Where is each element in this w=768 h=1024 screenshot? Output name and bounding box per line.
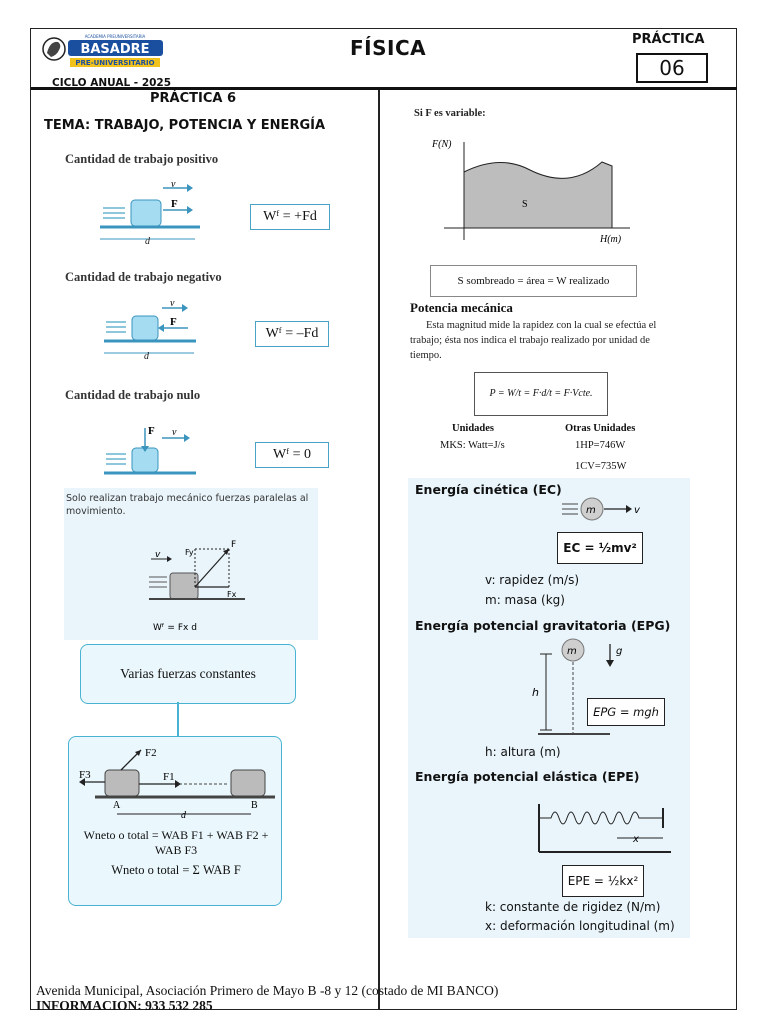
- other-units-heading: Otras Unidades: [565, 423, 636, 434]
- net-work-diagram: [75, 742, 275, 822]
- graph-xlabel: H(m): [600, 234, 622, 245]
- other-units-2: 1CV=735W: [575, 461, 627, 472]
- kinetic-m-def: m: masa (kg): [485, 593, 565, 607]
- net-formula-2: Wneto o total = Σ WAB F: [111, 863, 241, 877]
- net-F2-label: F2: [145, 747, 157, 759]
- negative-work-diagram: [100, 298, 200, 366]
- parallel-Fy-label: Fy: [185, 548, 194, 557]
- elastic-formula: EPE = ½kx²: [562, 865, 644, 897]
- elastic-x-label: x: [633, 834, 639, 845]
- parallel-force-note: Solo realizan trabajo mecánico fuerzas paralelas al movimiento.: [66, 493, 309, 517]
- null-work-diagram: [100, 420, 200, 484]
- neg-d-label: d: [144, 351, 149, 362]
- kinetic-v-label: v: [634, 505, 640, 516]
- power-text: Esta magnitud mide la rapidez con la cual se efectúa el trabajo; ésta nos indica el trabajo realizado por unidad de tiempo.: [410, 320, 657, 361]
- gravity-heading: Energía potencial gravitatoria (EPG): [415, 618, 671, 633]
- logo-name: BASADRE: [80, 42, 150, 57]
- parallel-F-label: F: [231, 540, 237, 550]
- net-A-label: A: [113, 800, 121, 811]
- net-F1-label: F1: [163, 771, 175, 783]
- variable-force-graph: [430, 132, 640, 247]
- negative-work-formula: Wᶠ = –Fd: [255, 321, 329, 347]
- elastic-k-def: k: constante de rigidez (N/m): [485, 900, 661, 914]
- left-title: PRÁCTICA 6: [150, 91, 237, 106]
- null-work-heading: Cantidad de trabajo nulo: [65, 388, 201, 402]
- gravity-g-label: g: [616, 646, 623, 657]
- gravity-h-def: h: altura (m): [485, 745, 561, 759]
- practice-number: 06: [636, 53, 708, 83]
- graph-ylabel: F(N): [432, 139, 452, 150]
- net-B-label: B: [251, 800, 258, 811]
- practice-label: PRÁCTICA: [632, 32, 705, 47]
- null-F-label: F: [148, 425, 155, 437]
- subject-title: FÍSICA: [350, 36, 427, 60]
- parallel-force-diagram: [145, 535, 265, 640]
- elastic-diagram: [535, 796, 675, 856]
- column-divider: [378, 90, 380, 1010]
- connector-line: [177, 702, 179, 736]
- gravity-h-label: h: [532, 686, 539, 699]
- neg-F-label: F: [170, 316, 177, 328]
- kinetic-heading: Energía cinética (EC): [415, 482, 562, 497]
- elastic-heading: Energía potencial elástica (EPE): [415, 769, 640, 784]
- gravity-formula: EPG = mgh: [587, 698, 665, 726]
- units-value: MKS: Watt=J/s: [440, 440, 505, 451]
- logo-academy: ACADEMIA PREUNIVERSITARIA: [84, 34, 146, 39]
- net-F3-label: F3: [79, 769, 91, 781]
- net-d-label: d: [181, 810, 186, 821]
- positive-work-diagram: [95, 178, 205, 250]
- parallel-Fx-label: Fx: [227, 590, 237, 599]
- pos-d-label: d: [145, 236, 150, 247]
- kinetic-diagram: [560, 497, 650, 523]
- kinetic-v-def: v: rapidez (m/s): [485, 573, 580, 587]
- cycle-label: CICLO ANUAL - 2025: [52, 77, 172, 89]
- positive-work-formula: Wᶠ = +Fd: [250, 204, 330, 230]
- footer-info: INFORMACION: 933 532 285: [36, 998, 213, 1013]
- area-formula: S sombreado = área = W realizado: [430, 265, 637, 297]
- gravity-diagram: [530, 638, 680, 748]
- elastic-x-def: x: deformación longitudinal (m): [485, 919, 675, 933]
- variable-force-heading: Si F es variable:: [414, 108, 486, 119]
- gravity-m-label: m: [567, 646, 577, 657]
- positive-work-heading: Cantidad de trabajo positivo: [65, 152, 219, 166]
- graph-area-symbol: S: [522, 199, 528, 210]
- other-units-1: 1HP=746W: [575, 440, 626, 451]
- power-heading: Potencia mecánica: [410, 300, 513, 315]
- topic-title: TEMA: TRABAJO, POTENCIA Y ENERGÍA: [44, 118, 326, 133]
- null-work-formula: Wᶠ = 0: [255, 442, 329, 468]
- neg-v-label: v: [170, 298, 175, 309]
- pos-F-label: F: [171, 198, 178, 210]
- power-formula: P = W/t = F·d/t = F·Vcte.: [474, 372, 608, 416]
- kinetic-m-label: m: [586, 505, 596, 516]
- parallel-v-label: v: [155, 550, 161, 560]
- units-heading: Unidades: [452, 423, 495, 434]
- negative-work-heading: Cantidad de trabajo negativo: [65, 270, 222, 284]
- pos-v-label: v: [171, 179, 176, 190]
- basadre-logo: [40, 33, 165, 73]
- parallel-formula: Wᶠ = Fx d: [153, 623, 197, 633]
- logo-sub: PRE-UNIVERSITARIO: [75, 59, 155, 67]
- footer-address: Avenida Municipal, Asociación Primero de Mayo B -8 y 12 (costado de MI BANCO): [36, 983, 499, 998]
- null-v-label: v: [172, 427, 177, 438]
- kinetic-formula: EC = ½mv²: [557, 532, 643, 564]
- net-formula-1: Wneto o total = WAB F1 + WAB F2 + WAB F3: [83, 828, 269, 857]
- several-forces-box: Varias fuerzas constantes: [80, 644, 296, 704]
